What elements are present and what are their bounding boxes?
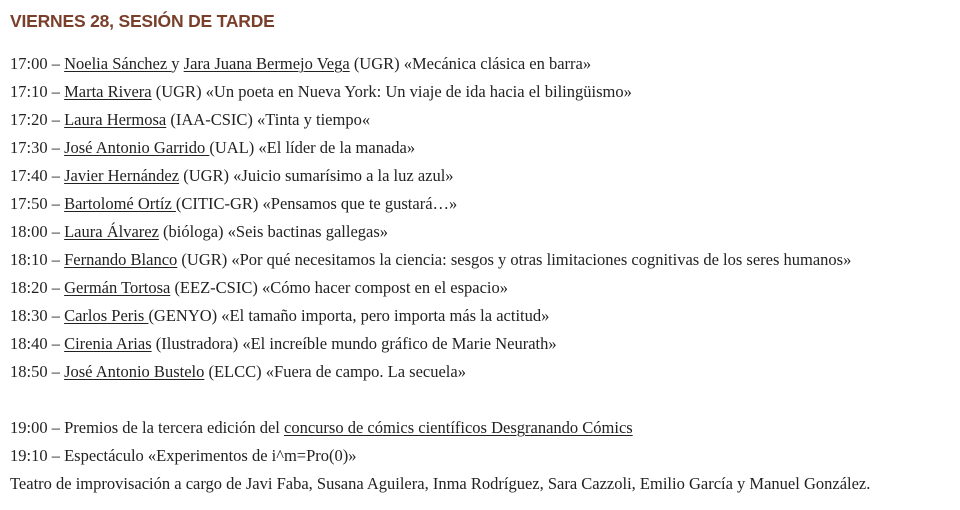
talk-row bbox=[10, 162, 955, 190]
talk-time: 18:00 bbox=[10, 222, 48, 241]
talk-time: 17:30 bbox=[10, 138, 48, 157]
talk-title: (UAL) «El líder de la manada» bbox=[209, 138, 416, 157]
session-page bbox=[10, 8, 955, 498]
talk-time: 18:30 bbox=[10, 306, 48, 325]
talk-title: (CITIC-GR) «Pensamos que te gustará…» bbox=[175, 194, 458, 213]
talk-time: 17:10 bbox=[10, 82, 48, 101]
speaker-link[interactable]: José Antonio Bustelo bbox=[64, 362, 205, 381]
talk-row bbox=[10, 358, 955, 386]
speaker-link[interactable]: Marta Rivera bbox=[64, 82, 152, 101]
speaker-link[interactable]: José Antonio Garrido bbox=[64, 138, 210, 157]
spacer bbox=[10, 386, 955, 414]
speaker-link[interactable]: Laura Álvarez bbox=[64, 222, 159, 241]
talk-time: 17:40 bbox=[10, 166, 48, 185]
talk-separator: – bbox=[47, 334, 65, 353]
speaker-link[interactable]: Germán Tortosa bbox=[64, 278, 171, 297]
talk-separator: – bbox=[47, 250, 65, 269]
talk-row bbox=[10, 106, 955, 134]
talk-row bbox=[10, 134, 955, 162]
talk-title: (ELCC) «Fuera de campo. La secuela» bbox=[204, 362, 466, 381]
talk-time: 17:20 bbox=[10, 110, 48, 129]
talk-title: (bióloga) «Seis bactinas gallegas» bbox=[158, 222, 389, 241]
awards-time: 19:00 bbox=[10, 418, 48, 437]
talk-time: 17:50 bbox=[10, 194, 48, 213]
talk-row bbox=[10, 274, 955, 302]
talk-title: (UGR) «Por qué necesitamos la ciencia: sesgos y otras limitaciones cognitivas de los seres humanos» bbox=[177, 250, 852, 269]
talk-separator: – bbox=[47, 306, 65, 325]
talk-title: (IAA-CSIC) «Tinta y tiempo« bbox=[166, 110, 371, 129]
talk-separator: – bbox=[47, 138, 65, 157]
talk-separator: – bbox=[47, 362, 65, 381]
talk-title: (UGR) «Mecánica clásica en barra» bbox=[349, 54, 592, 73]
show-time: 19:10 bbox=[10, 446, 48, 465]
speaker-link[interactable]: Laura Hermosa bbox=[64, 110, 167, 129]
awards-row bbox=[10, 414, 955, 442]
talk-separator: – bbox=[47, 194, 65, 213]
schedule-list bbox=[10, 50, 955, 498]
show-text: Espectáculo «Experimentos de i^m=Pro(0)» bbox=[64, 446, 357, 465]
speaker-link[interactable]: Bartolomé Ortíz bbox=[64, 194, 176, 213]
talk-row bbox=[10, 330, 955, 358]
talk-title: (GENYO) «El tamaño importa, pero importa más la actitud» bbox=[148, 306, 550, 325]
awards-text: Premios de la tercera edición del bbox=[64, 418, 284, 437]
talk-row bbox=[10, 190, 955, 218]
talk-separator: – bbox=[47, 166, 65, 185]
talk-separator: – bbox=[47, 54, 65, 73]
talk-title: (Ilustradora) «El increíble mundo gráfico de Marie Neurath» bbox=[151, 334, 557, 353]
speaker-link[interactable]: Noelia Sánchez bbox=[64, 54, 172, 73]
talk-time: 18:40 bbox=[10, 334, 48, 353]
talk-time: 18:50 bbox=[10, 362, 48, 381]
show-separator: – bbox=[47, 446, 65, 465]
credits-row: Teatro de improvisación a cargo de Javi Faba, Susana Aguilera, Inma Rodríguez, Sara Cazzoli, Emilio García y Manuel González. bbox=[10, 474, 871, 493]
talk-title: (UGR) «Un poeta en Nueva York: Un viaje de ida hacia el bilingüismo» bbox=[151, 82, 632, 101]
talk-separator: – bbox=[47, 222, 65, 241]
talk-separator: – bbox=[47, 110, 65, 129]
speaker-link[interactable]: Javier Hernández bbox=[64, 166, 180, 185]
speaker-link[interactable]: Fernando Blanco bbox=[64, 250, 178, 269]
talk-time: 18:10 bbox=[10, 250, 48, 269]
talk-row bbox=[10, 218, 955, 246]
session-heading: VIERNES 28, SESIÓN DE TARDE bbox=[10, 11, 275, 31]
comics-contest-link[interactable]: concurso de cómics científicos Desgranando Cómics bbox=[284, 418, 633, 437]
talk-row bbox=[10, 302, 955, 330]
speaker-link[interactable]: Jara Juana Bermejo Vega bbox=[183, 54, 350, 73]
talk-row bbox=[10, 246, 955, 274]
talk-row bbox=[10, 78, 955, 106]
talk-conjunction: y bbox=[171, 54, 184, 73]
talk-row bbox=[10, 50, 955, 78]
speaker-link[interactable]: Cirenia Arias bbox=[64, 334, 152, 353]
talk-separator: – bbox=[47, 82, 65, 101]
speaker-link[interactable]: Carlos Peris bbox=[64, 306, 149, 325]
awards-separator: – bbox=[47, 418, 65, 437]
talk-separator: – bbox=[47, 278, 65, 297]
talk-title: (EEZ-CSIC) «Cómo hacer compost en el espacio» bbox=[170, 278, 509, 297]
talk-time: 18:20 bbox=[10, 278, 48, 297]
talk-time: 17:00 bbox=[10, 54, 48, 73]
show-row bbox=[10, 442, 955, 470]
talk-title: (UGR) «Juicio sumarísimo a la luz azul» bbox=[179, 166, 454, 185]
